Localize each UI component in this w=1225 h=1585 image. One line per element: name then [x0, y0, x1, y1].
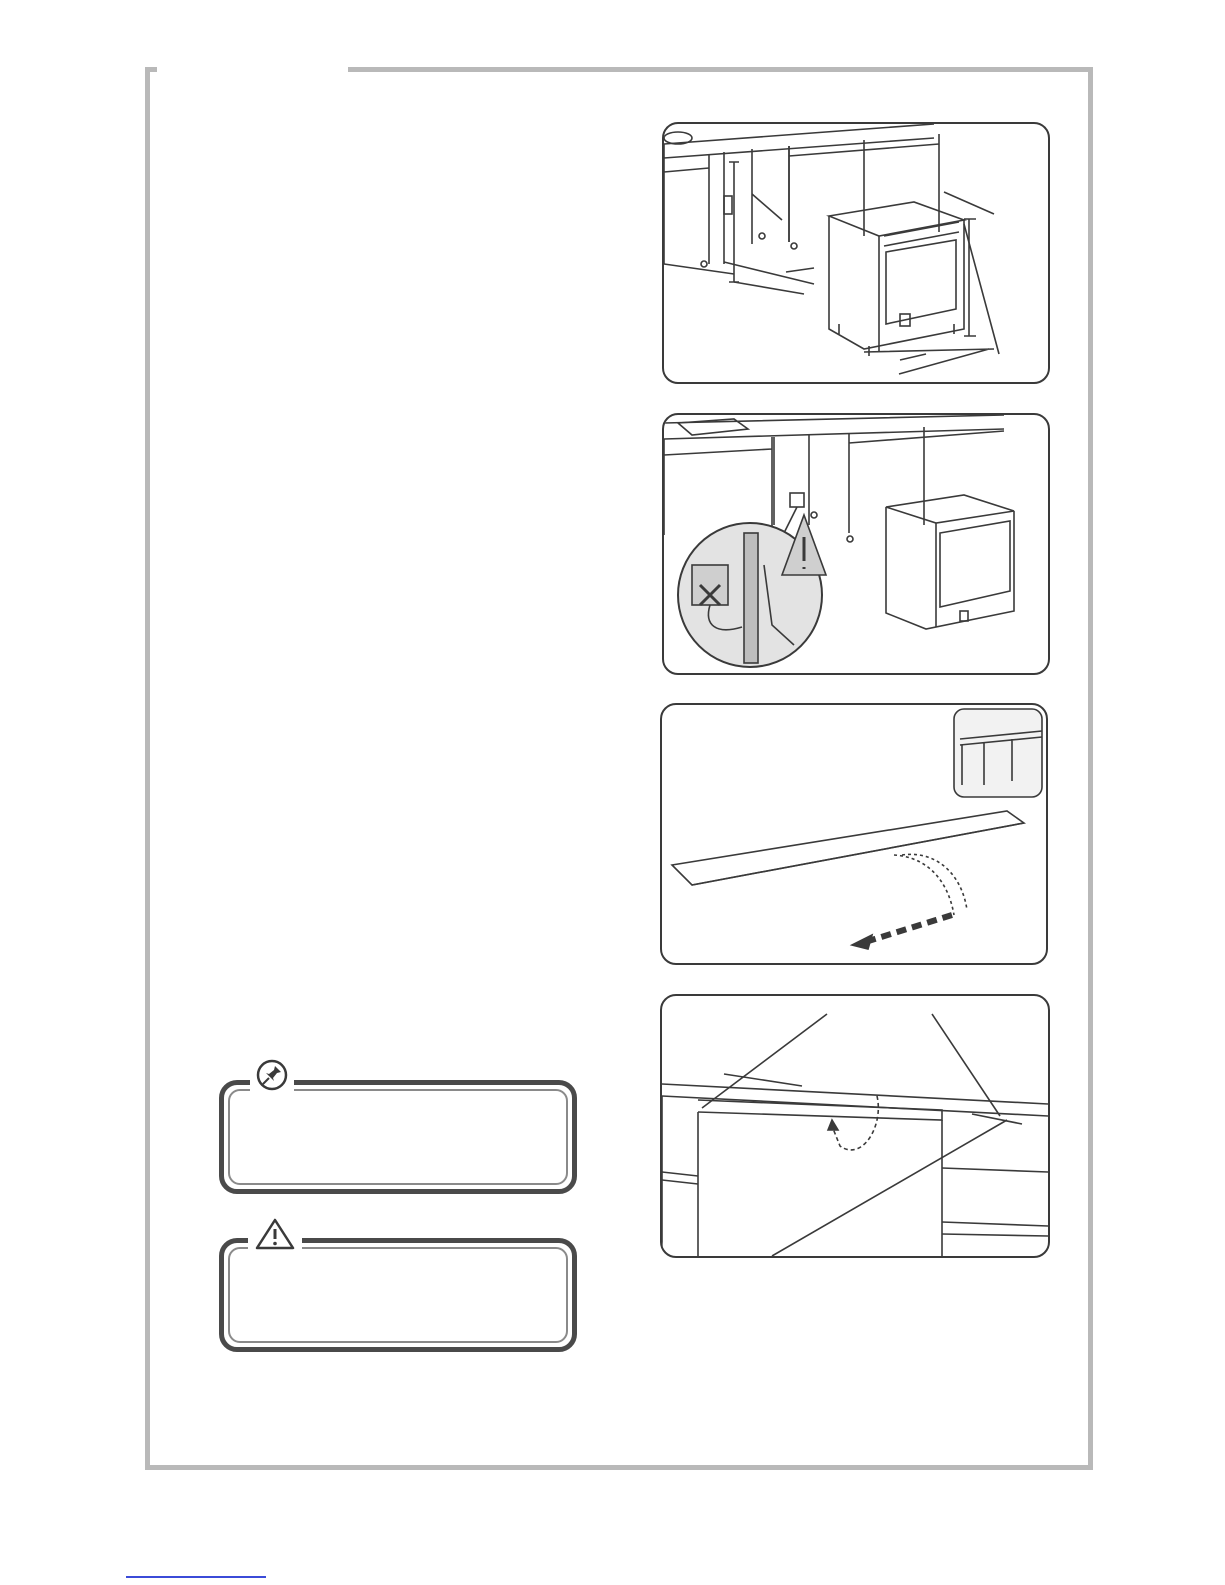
- installation-dimensions-illustration: [664, 124, 1048, 382]
- figure-countertop-clearance: [660, 994, 1050, 1258]
- warning-badge: [248, 1217, 302, 1256]
- warning-triangle-icon: [254, 1217, 296, 1251]
- power-socket-warning-illustration: [664, 415, 1048, 673]
- footer-link-underline[interactable]: [126, 1576, 266, 1578]
- countertop-clearance-illustration: [662, 996, 1048, 1256]
- note-badge: [250, 1059, 294, 1096]
- note-box: [219, 1080, 577, 1194]
- protective-strip-illustration: [662, 705, 1046, 963]
- figure-power-socket-warning: [662, 413, 1050, 675]
- pushpin-icon: [256, 1059, 288, 1091]
- figure-installation-dimensions: [662, 122, 1050, 384]
- figure-protective-strip: [660, 703, 1048, 965]
